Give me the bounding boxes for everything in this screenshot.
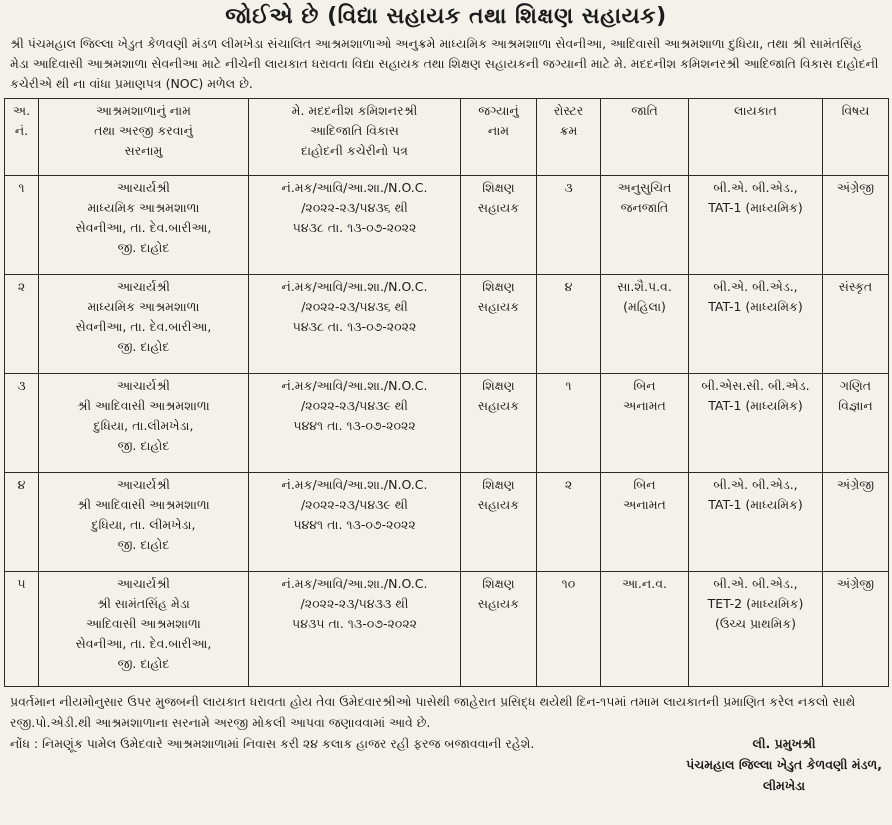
text-line: આચાર્યશ્રી [117, 180, 170, 195]
cell-school [39, 176, 249, 275]
cell-school [39, 473, 249, 572]
cell-school [39, 275, 249, 374]
cell-caste [601, 473, 689, 572]
text-line: નં. [14, 123, 29, 138]
cell-post [461, 473, 537, 572]
header-letter [249, 99, 461, 176]
cell-qualification [689, 374, 823, 473]
footer-note: નોંધ : નિમણૂંક પામેલ ઉમેદવારે આશ્રમશાળામાં નિવાસ કરી ૨૪ કલાક હાજર રહી ફરજ બજાવવાની રહેશે. [10, 736, 535, 751]
footer [4, 687, 888, 796]
text-line: સેવનીઆ, તા. દેવ.બારીઆ, [75, 636, 212, 651]
text-line: ૫૪૩૫ તા. ૧૩-૦૭-૨૦૨૨ [292, 616, 417, 631]
cell-sr: ૩ [5, 374, 39, 473]
text-line: સહાયક [477, 299, 520, 314]
text-line: અનામત [623, 398, 666, 413]
header-school [39, 99, 249, 176]
text-line: જનજાતિ [620, 200, 669, 215]
text-line: ૫૪૩૮ તા. ૧૩-૦૭-૨૦૨૨ [292, 319, 417, 334]
text-line: માધ્યમિક આશ્રમશાળા [87, 200, 200, 215]
text-line: જગ્યાનું [478, 103, 519, 118]
text-line: માધ્યમિક આશ્રમશાળા [87, 299, 200, 314]
text-line: સેવનીઆ, તા. દેવ.બારીઆ, [75, 220, 212, 235]
text-line: અંગ્રેજી [836, 477, 875, 492]
text-line: શિક્ષણ [482, 279, 515, 294]
text-line: ૫૪૩૮ તા. ૧૩-૦૭-૨૦૨૨ [292, 220, 417, 235]
text-line: શ્રી સામંતસિંહ મેડા [97, 596, 190, 611]
text-line: અ. [12, 103, 31, 118]
text-line: આદિવાસી આશ્રમશાળા [86, 616, 201, 631]
cell-qualification [689, 275, 823, 374]
cell-subject [823, 572, 889, 687]
text-line: સહાયક [477, 398, 520, 413]
text-line: /૨૦૨૨-૨૩/૫૪૩૬ થી [301, 200, 408, 215]
text-line: બી.એ. બી.એડ., [713, 279, 798, 294]
cell-post [461, 275, 537, 374]
cell-roster: ૩ [537, 176, 601, 275]
text-line: અનામત [623, 497, 666, 512]
cell-post [461, 176, 537, 275]
text-line: સહાયક [477, 596, 520, 611]
text-line: (ઉચ્ચ પ્રાથમિક) [714, 616, 797, 631]
text-line: દુધિયા, તા.લીમખેડા, [93, 418, 194, 433]
table-row [5, 572, 889, 687]
signature-block [686, 733, 882, 796]
text-line: TAT-1 (માધ્યમિક) [708, 200, 803, 215]
text-line: જી. દાહોદ [117, 537, 170, 552]
text-line: મે. મદદનીશ કમિશનરશ્રી [291, 103, 418, 118]
cell-letter [249, 374, 461, 473]
cell-letter [249, 572, 461, 687]
text-line: જી. દાહોદ [117, 656, 170, 671]
text-line: આ.ન.વ. [622, 576, 667, 591]
text-line: સહાયક [477, 497, 520, 512]
cell-post [461, 572, 537, 687]
text-line: બી.એસ.સી. બી.એડ. [701, 378, 810, 393]
cell-caste [601, 572, 689, 687]
table-row [5, 374, 889, 473]
header-qualification: લાયકાત [689, 99, 823, 176]
text-line: TAT-1 (માધ્યમિક) [708, 398, 803, 413]
text-line: TAT-1 (માધ્યમિક) [708, 299, 803, 314]
text-line: ક્રમ [559, 123, 578, 138]
text-line: ગણિત [839, 378, 872, 393]
footer-paragraph: પ્રવર્તમાન નીયમોનુસાર ઉપર મુજબની લાયકાત ધરાવતા હોય તેવા ઉમેદવારશ્રીઓ પાસેથી જાહેરાત પ્રસિદ્ધ થયેથી દિન-૧૫માં તમામ લાયકાતની પ્રમાણિત કરેલ નકલો સાથે રજી.પો.એડી.થી આશ્રમશાળાના સરનામે અરજી મોકલી આપવા જણાવવામાં આવે છે. [10, 694, 856, 730]
cell-caste [601, 176, 689, 275]
text-line: /૨૦૨૨-૨૩/૫૪૩૩ થી [300, 596, 409, 611]
text-line: દુધિયા, તા. લીમખેડા, [91, 517, 196, 532]
text-line: ૫૪૪૧ તા. ૧૩-૦૭-૨૦૨૨ [293, 517, 416, 532]
cell-subject [823, 473, 889, 572]
text-line: અંગ્રેજી [836, 180, 875, 195]
cell-sr: ૫ [5, 572, 39, 687]
text-line: લીમખેડા [763, 778, 806, 793]
text-line: આચાર્યશ્રી [117, 279, 170, 294]
text-line: નં.મક/આવિ/આ.શા./N.O.C. [281, 180, 428, 195]
text-line: બિન [633, 378, 656, 393]
cell-sr: ૪ [5, 473, 39, 572]
text-line: સેવનીઆ, તા. દેવ.બારીઆ, [75, 319, 212, 334]
text-line: સંસ્કૃત [838, 279, 873, 294]
cell-letter [249, 176, 461, 275]
cell-roster: ૨ [537, 473, 601, 572]
text-line: શિક્ષણ [482, 180, 515, 195]
text-line: /૨૦૨૨-૨૩/૫૪૩૯ થી [301, 497, 408, 512]
vacancy-table [4, 98, 889, 687]
text-line: જી. દાહોદ [117, 438, 170, 453]
text-line: નં.મક/આવિ/આ.શા./N.O.C. [281, 477, 428, 492]
cell-sr: ૨ [5, 275, 39, 374]
text-line: (મહિલા) [623, 299, 666, 314]
text-line: તથા અરજી કરવાનું [94, 123, 193, 138]
cell-caste [601, 374, 689, 473]
text-line: આશ્રમશાળાનું નામ [96, 103, 191, 118]
text-line: આદિજાતિ વિકાસ [310, 123, 399, 138]
text-line: સા.શૈ.પ.વ. [617, 279, 672, 294]
text-line: રોસ્ટર [553, 103, 584, 118]
table-row [5, 176, 889, 275]
text-line: સરનામુ [124, 143, 163, 158]
text-line: બિન [633, 477, 656, 492]
text-line: નં.મક/આવિ/આ.શા./N.O.C. [281, 378, 428, 393]
text-line: ૫૪૪૧ તા. ૧૩-૦૭-૨૦૨૨ [293, 418, 416, 433]
text-line: બી.એ. બી.એડ., [713, 180, 798, 195]
text-line: બી.એ. બી.એડ., [713, 477, 798, 492]
text-line: શિક્ષણ [482, 576, 515, 591]
cell-subject [823, 374, 889, 473]
text-line: શ્રી આદિવાસી આશ્રમશાળા [77, 497, 210, 512]
text-line: આચાર્યશ્રી [117, 378, 170, 393]
text-line: શિક્ષણ [482, 477, 515, 492]
cell-sr: ૧ [5, 176, 39, 275]
text-line: નામ [487, 123, 510, 138]
table-row [5, 275, 889, 374]
text-line: આચાર્યશ્રી [117, 576, 170, 591]
text-line: શ્રી આદિવાસી આશ્રમશાળા [77, 398, 210, 413]
text-line: જી. દાહોદ [117, 339, 170, 354]
cell-caste [601, 275, 689, 374]
intro-paragraph: શ્રી પંચમહાલ જિલ્લા ખેડુત કેળવણી મંડળ લીમખેડા સંચાલિત આશ્રમશાળાઓ અનુક્રમે માધ્યમિક આશ્રમશાળા સેવનીઆ, આદિવાસી આશ્રમશાળા દુધિયા, તથા શ્રી સામંતસિંહ મેડા આદિવાસી આશ્રમશાળા સેવનીઆ માટે નીચેની લાયકાત ધરાવતા વિદ્યા સહાયક તથા શિક્ષણ સહાયકની જગ્યાની માટે મે. મદદનીશ કમિશનરશ્રી આદિજાતિ વિકાસ દાહોદની કચેરીએ થી ના વાંધા પ્રમાણપત્ર (NOC) મળેલ છે. [10, 36, 879, 91]
table-row [5, 473, 889, 572]
text-line: વિજ્ઞાન [838, 398, 873, 413]
text-line: TAT-1 (માધ્યમિક) [708, 497, 803, 512]
cell-subject [823, 176, 889, 275]
text-line: જી. દાહોદ [117, 240, 170, 255]
cell-roster: ૧ [537, 374, 601, 473]
text-line: લી. પ્રમુખશ્રી [752, 736, 816, 751]
cell-subject [823, 275, 889, 374]
header-caste: જાતિ [601, 99, 689, 176]
ad-title: જોઈએ છે (વિદ્યા સહાયક તથા શિક્ષણ સહાયક) [225, 3, 667, 29]
cell-qualification [689, 572, 823, 687]
text-line: /૨૦૨૨-૨૩/૫૪૩૯ થી [301, 398, 408, 413]
text-line: શિક્ષણ [482, 378, 515, 393]
text-line: નં.મક/આવિ/આ.શા./N.O.C. [281, 279, 428, 294]
ad-title-box [4, 0, 888, 32]
header-post [461, 99, 537, 176]
text-line: અનુસુચિત [617, 180, 672, 195]
text-line: બી.એ. બી.એડ., [713, 576, 798, 591]
cell-letter [249, 473, 461, 572]
text-line: TET-2 (માધ્યમિક) [707, 596, 804, 611]
text-line: /૨૦૨૨-૨૩/૫૪૩૬ થી [301, 299, 408, 314]
cell-qualification [689, 176, 823, 275]
text-line: પંચમહાલ જિલ્લા ખેડુત કેળવણી મંડળ, [686, 757, 882, 772]
text-line: નં.મક/આવિ/આ.શા./N.O.C. [281, 576, 428, 591]
cell-letter [249, 275, 461, 374]
header-roster [537, 99, 601, 176]
header-sr [5, 99, 39, 176]
text-line: સહાયક [477, 200, 520, 215]
cell-qualification [689, 473, 823, 572]
cell-post [461, 374, 537, 473]
cell-school [39, 572, 249, 687]
text-line: આચાર્યશ્રી [117, 477, 170, 492]
text-line: અંગ્રેજી [836, 576, 875, 591]
cell-roster: ૧૦ [537, 572, 601, 687]
text-line: દાહોદની કચેરીનો પત્ર [301, 143, 408, 158]
table-header-row [5, 99, 889, 176]
cell-roster: ૪ [537, 275, 601, 374]
header-subject: વિષય [823, 99, 889, 176]
cell-school [39, 374, 249, 473]
